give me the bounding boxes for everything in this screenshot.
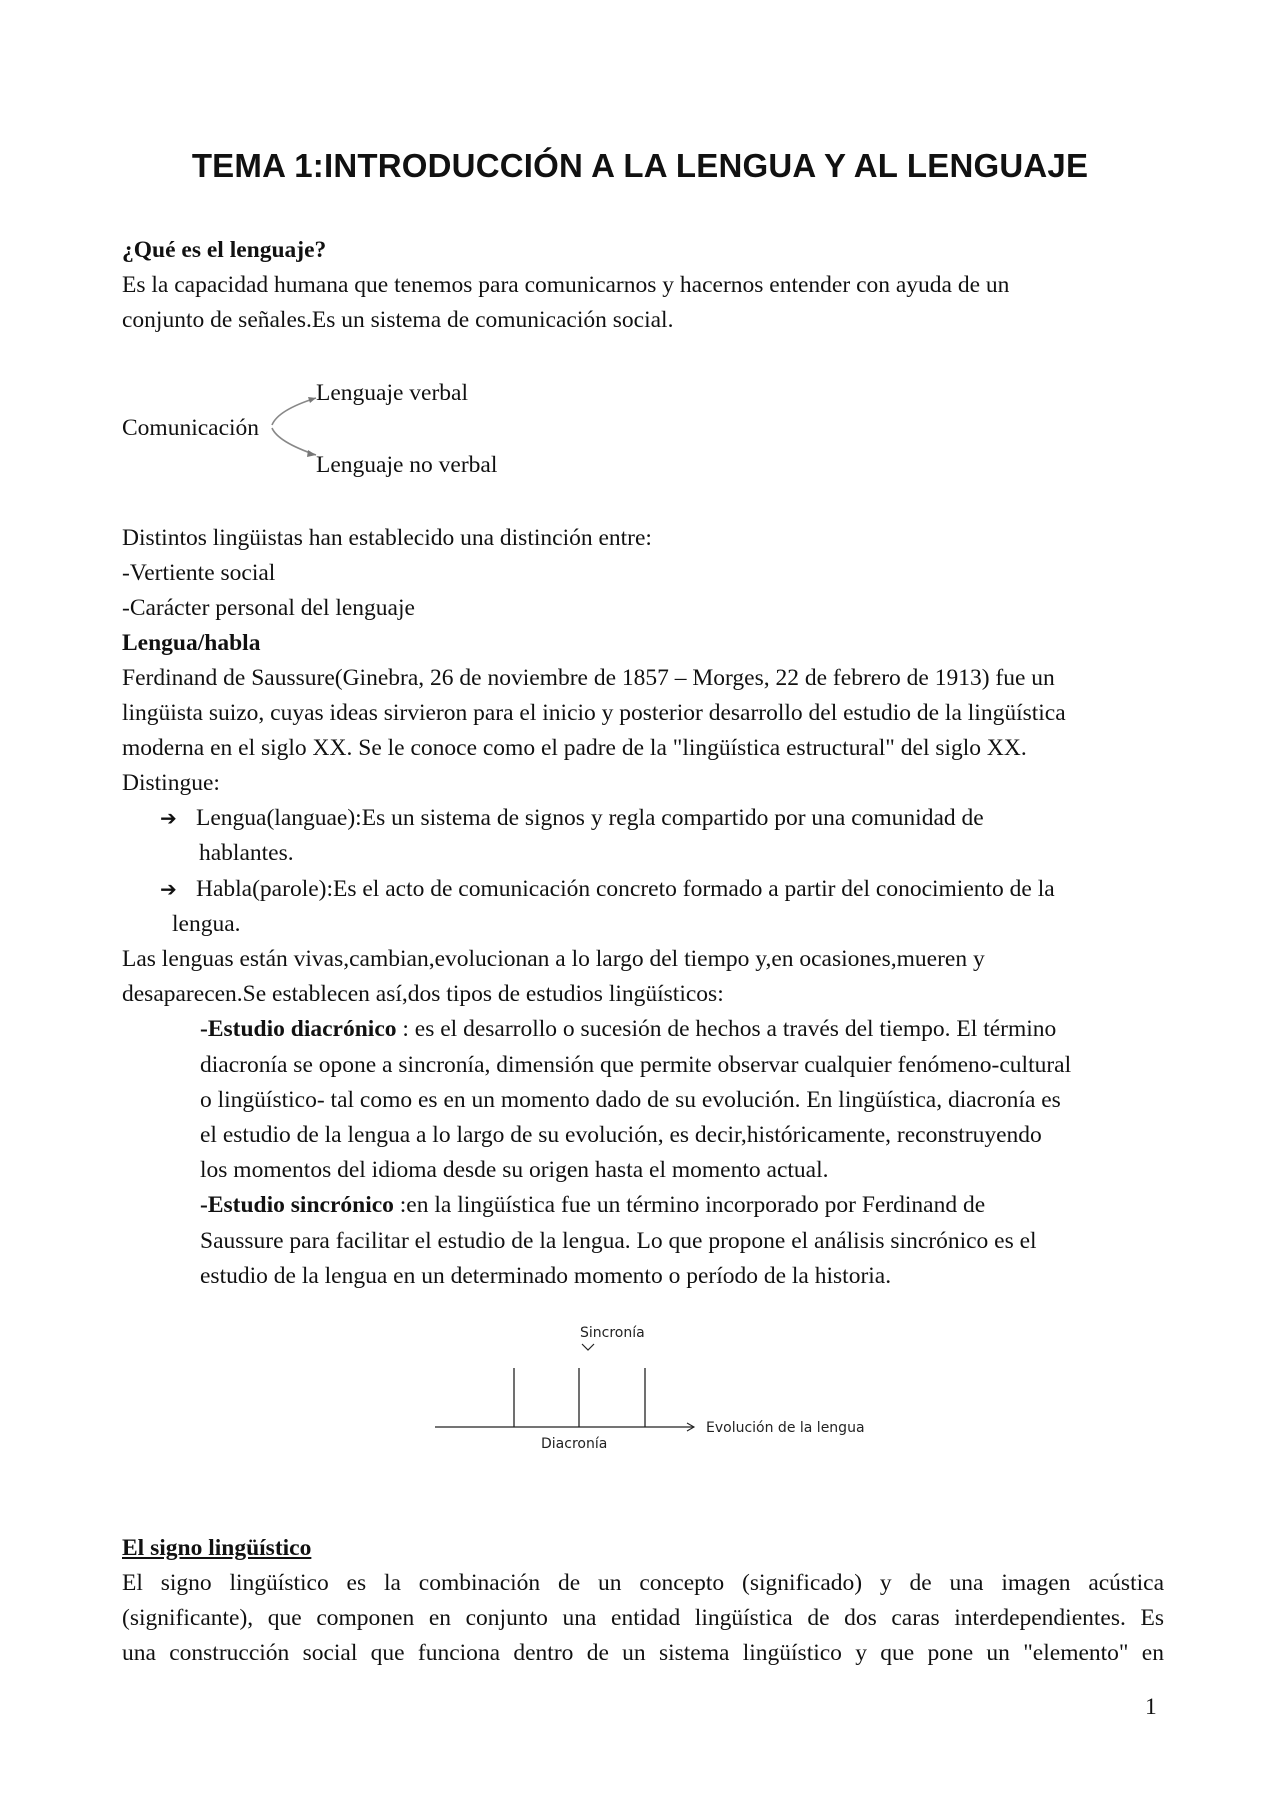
paragraph-line: (significante), que componen en conjunto una entidad lingüística de dos caras interdependientes. Es — [122, 1605, 1164, 1631]
sincronia-diacronia-diagram — [430, 1320, 900, 1450]
estudio-diacronico-line — [200, 1014, 1056, 1044]
caret-icon — [582, 1344, 594, 1350]
bullet-continuation: hablantes. — [199, 840, 294, 866]
term-label: -Estudio sincrónico — [200, 1192, 394, 1218]
section-heading-signo: El signo lingüístico — [122, 1535, 312, 1561]
paragraph-line: Es la capacidad humana que tenemos para comunicarnos y hacernos entender con ayuda de un — [122, 272, 1010, 298]
paragraph-line: diacronía se opone a sincronía, dimensión que permite observar cualquier fenómeno-cultural — [200, 1052, 1072, 1078]
diagram-branch-bottom-label: Lenguaje no verbal — [316, 452, 498, 478]
paragraph-line: Distingue: — [122, 770, 220, 796]
paragraph-line: el estudio de la lengua a lo largo de su evolución, es decir,históricamente, reconstruyendo — [200, 1122, 1042, 1148]
diagram-root-label: Comunicación — [122, 415, 260, 441]
section-heading-lengua-habla: Lengua/habla — [122, 630, 261, 656]
diagram-branch-top-label: Lenguaje verbal — [316, 380, 469, 406]
term-label: -Estudio diacrónico — [200, 1016, 397, 1042]
list-item: -Carácter personal del lenguaje — [122, 595, 415, 621]
estudio-sincronico-line — [200, 1190, 985, 1220]
paragraph-line: Distintos lingüistas han establecido una distinción entre: — [122, 525, 652, 551]
paragraph-line: El signo lingüístico es la combinación de un concepto (significado) y de una imagen acústica — [122, 1570, 1164, 1596]
diagram-bottom-label: Diacronía — [541, 1436, 608, 1450]
term-definition: : es el desarrollo o sucesión de hechos a través del tiempo. El término — [396, 1016, 1057, 1042]
paragraph-line: lingüista suizo, cuyas ideas sirvieron para el inicio y posterior desarrollo del estudio de la lingüística — [122, 700, 1066, 726]
paragraph-line: Ferdinand de Saussure(Ginebra, 26 de noviembre de 1857 – Morges, 22 de febrero de 1913) fue un — [122, 665, 1055, 691]
bullet-continuation: lengua. — [172, 911, 241, 937]
arrow-up-head — [308, 397, 316, 403]
page-number: 1 — [1145, 1694, 1157, 1720]
section-heading-lenguaje: ¿Qué es el lenguaje? — [122, 237, 327, 263]
arrow-right-icon: ➔ — [160, 877, 177, 901]
diagram-axis-label: Evolución de la lengua — [706, 1420, 865, 1436]
term-definition: :en la lingüística fue un término incorporado por Ferdinand de — [393, 1192, 986, 1218]
branch-arrows-diagram — [270, 380, 320, 470]
paragraph-line: una construcción social que funciona dentro de un sistema lingüístico y que pone un "elemento" en — [122, 1640, 1164, 1666]
paragraph-line: estudio de la lengua en un determinado momento o período de la historia. — [200, 1263, 892, 1289]
paragraph-line: moderna en el siglo XX. Se le conoce como el padre de la "lingüística estructural" del siglo XX. — [122, 735, 1027, 761]
arrow-up-line — [272, 398, 316, 425]
paragraph-line: desaparecen.Se establecen así,dos tipos de estudios lingüísticos: — [122, 981, 724, 1007]
paragraph-line: Saussure para facilitar el estudio de la lengua. Lo que propone el análisis sincrónico es el — [200, 1228, 1037, 1254]
list-item: -Vertiente social — [122, 560, 276, 586]
diagram-top-label: Sincronía — [580, 1325, 645, 1341]
bullet-item-lengua — [160, 803, 984, 833]
paragraph-line: los momentos del idioma desde su origen hasta el momento actual. — [200, 1157, 829, 1183]
bullet-text: Habla(parole):Es el acto de comunicación concreto formado a partir del conocimiento de la — [196, 876, 1055, 902]
paragraph-line: o lingüístico- tal como es en un momento dado de su evolución. En lingüística, diacronía es — [200, 1087, 1061, 1113]
bullet-item-habla — [160, 874, 1055, 904]
arrow-right-icon: ➔ — [160, 806, 177, 830]
paragraph-line: Las lenguas están vivas,cambian,evolucionan a lo largo del tiempo y,en ocasiones,mueren y — [122, 946, 985, 972]
bullet-text: Lengua(languae):Es un sistema de signos y regla compartido por una comunidad de — [196, 805, 984, 831]
paragraph-line: conjunto de señales.Es un sistema de comunicación social. — [122, 307, 674, 333]
page-title: TEMA 1:INTRODUCCIÓN A LA LENGUA Y AL LENGUAJE — [191, 147, 1089, 184]
arrow-down-head — [307, 450, 316, 457]
